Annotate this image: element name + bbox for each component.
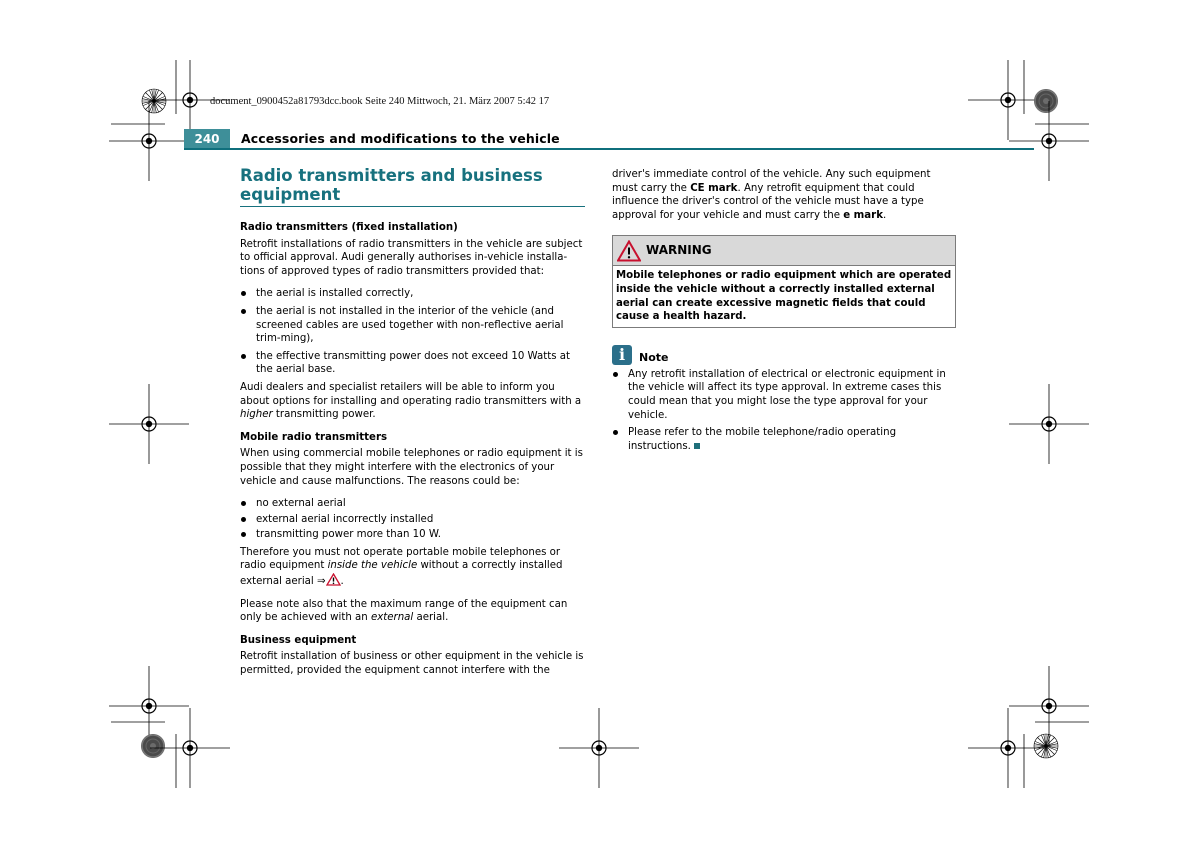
warning-label: WARNING xyxy=(646,243,712,258)
right-column xyxy=(612,168,956,457)
cross-reference-arrow: ⇒ xyxy=(317,576,326,588)
warning-text: Mobile telephones or radio equipment which are operated inside the vehicle without a correctly installed external aerial can create excessive magnetic fields that could cause a health hazard. xyxy=(616,270,952,323)
list-item: the effective transmitting power does not exceed 10 Watts at the aerial base. xyxy=(240,350,585,377)
running-title: Accessories and modifications to the vehicle xyxy=(241,131,560,146)
subheading-business-equipment: Business equipment xyxy=(240,634,357,646)
section-title: Radio transmitters and business equipment xyxy=(240,166,585,207)
list-item: Any retrofit installation of electrical or electronic equipment in the vehicle will affect its type approval. In extreme cases this could mean that you might lose the type approval for your vehicle. xyxy=(612,368,956,422)
list-item: Please refer to the mobile telephone/radio operating instructions. xyxy=(612,426,956,453)
warning-triangle-icon[interactable] xyxy=(326,573,341,586)
subheading-mobile-radio: Mobile radio transmitters xyxy=(240,431,388,443)
paragraph: Audi dealers and specialist retailers will be able to inform you about options for installing and operating radio transmitters with a higher transmitting power. xyxy=(240,381,582,421)
list-item: the aerial is not installed in the interior of the vehicle (and screened cables are used together with non-reflective aerial trim-ming), xyxy=(240,305,585,346)
left-column xyxy=(240,166,585,687)
info-icon: i xyxy=(612,345,632,365)
header-rule xyxy=(184,148,1034,150)
warning-box xyxy=(612,235,956,327)
print-info-line: document_0900452a81793dcc.book Seite 240 Mittwoch, 21. März 2007 5:42 17 xyxy=(210,96,550,107)
list-item: transmitting power more than 10 W. xyxy=(240,528,585,542)
paragraph: Retrofit installations of radio transmitters in the vehicle are subject to official approval. Audi generally authorises in-vehicle installa-tions of approved types of radio transmitters provided that: xyxy=(240,238,583,277)
list-item: external aerial incorrectly installed xyxy=(240,513,585,527)
end-of-section-marker xyxy=(694,443,700,449)
paragraph: When using commercial mobile telephones or radio equipment it is possible that they might interfere with the electronics of your vehicle and cause malfunctions. The reasons could be: xyxy=(240,448,583,487)
warning-header xyxy=(613,236,955,266)
paragraph: Please note also that the maximum range of the equipment can only be achieved with an external aerial. xyxy=(240,598,568,624)
note-label: Note xyxy=(639,350,669,364)
paragraph: Retrofit installation of business or other equipment in the vehicle is permitted, provided the equipment cannot interfere with the xyxy=(240,651,584,677)
paragraph: Therefore you must not operate portable mobile telephones or radio equipment inside the vehicle without a correctly installed external aerial ⇒ . xyxy=(240,546,563,588)
note-header xyxy=(612,345,956,365)
list-item: the aerial is installed correctly, xyxy=(240,287,585,301)
warning-triangle-icon xyxy=(617,240,641,262)
list-item: no external aerial xyxy=(240,497,585,511)
page-number: 240 xyxy=(184,129,230,148)
paragraph: driver's immediate control of the vehicle. Any such equipment must carry the CE mark. Any retrofit equipment that could influence the driver's control of the vehicle must have a type approval for your vehicle and must carry the e mark. xyxy=(612,169,931,221)
subheading-radio-transmitters: Radio transmitters (fixed installation) xyxy=(240,222,458,233)
